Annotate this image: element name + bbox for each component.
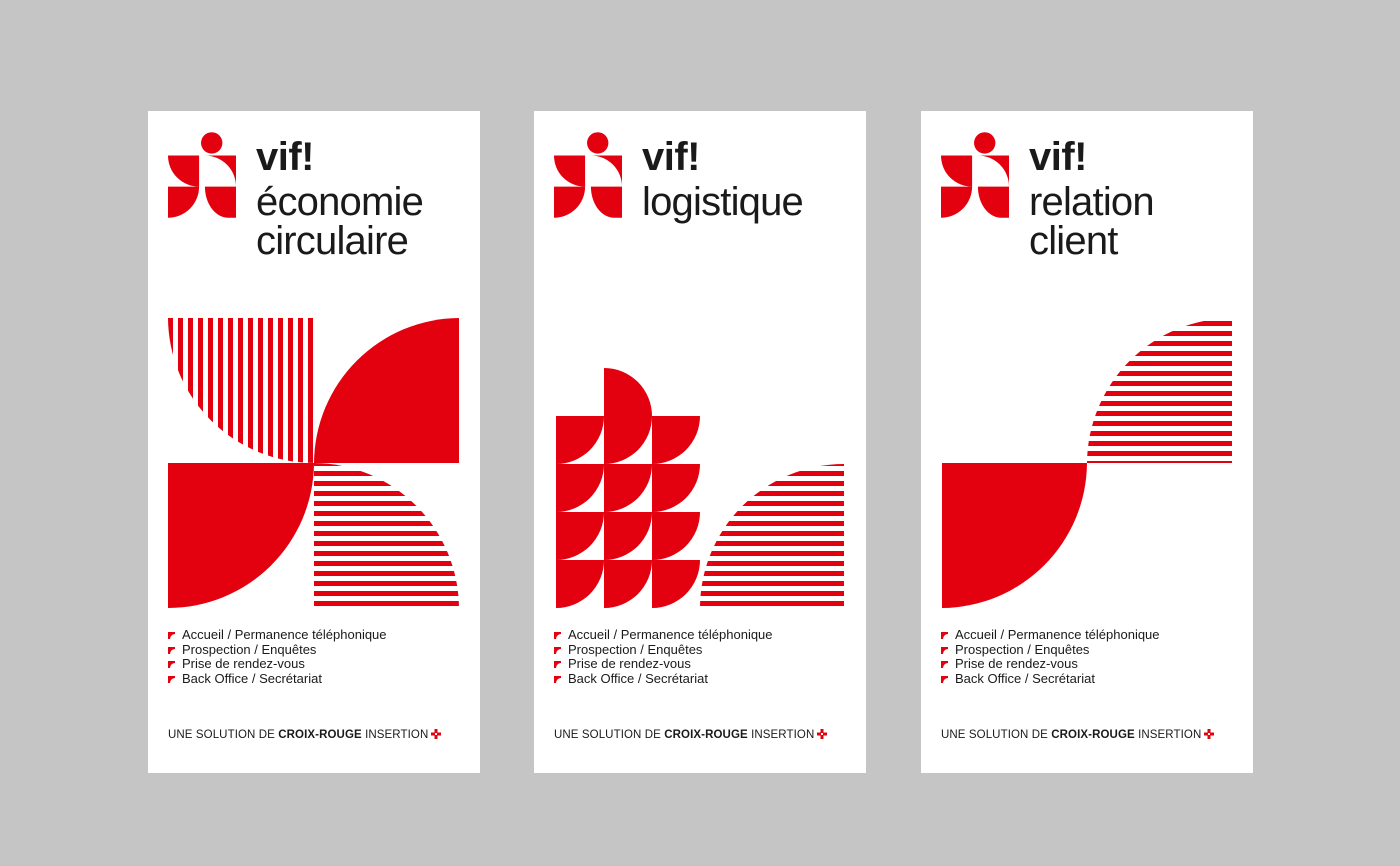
bullet-icon [554,632,561,639]
footer-tagline: UNE SOLUTION DE CROIX-ROUGE INSERTION [941,729,1214,741]
flyer-card-economie-circulaire [148,111,480,773]
flyer-card-logistique [534,111,866,773]
bullet-icon [168,661,175,668]
list-item: Back Office / Secrétariat [168,672,387,687]
bullet-icon [168,632,175,639]
list-item: Accueil / Permanence téléphonique [554,628,773,643]
bullet-icon [168,647,175,654]
bullet-icon [554,647,561,654]
brand-title: vif! [1029,135,1087,179]
list-item: Back Office / Secrétariat [941,672,1160,687]
services-list [941,628,1160,686]
bullet-icon [941,661,948,668]
services-list [554,628,773,686]
list-item: Prise de rendez-vous [554,657,773,672]
list-item: Prise de rendez-vous [168,657,387,672]
list-item: Back Office / Secrétariat [554,672,773,687]
bullet-icon [941,676,948,683]
subtitle-line: relation [1029,180,1154,224]
list-item: Accueil / Permanence téléphonique [168,628,387,643]
croix-rouge-icon [817,729,827,739]
brand-title: vif! [256,135,314,179]
bullet-icon [554,676,561,683]
subtitle-line: client [1029,219,1118,263]
list-item: Accueil / Permanence téléphonique [941,628,1160,643]
croix-rouge-icon [431,729,441,739]
croix-rouge-icon [1204,729,1214,739]
footer-tagline: UNE SOLUTION DE CROIX-ROUGE INSERTION [168,729,441,741]
bullet-icon [554,661,561,668]
subtitle-line: économie [256,180,424,224]
brand-title: vif! [642,135,700,179]
services-list [168,628,387,686]
list-item: Prospection / Enquêtes [168,643,387,658]
subtitle-line: circulaire [256,219,409,263]
footer-tagline: UNE SOLUTION DE CROIX-ROUGE INSERTION [554,729,827,741]
bullet-icon [941,632,948,639]
flyer-card-relation-client [921,111,1253,773]
list-item: Prospection / Enquêtes [941,643,1160,658]
list-item: Prise de rendez-vous [941,657,1160,672]
list-item: Prospection / Enquêtes [554,643,773,658]
bullet-icon [168,676,175,683]
bullet-icon [941,647,948,654]
subtitle-line: logistique [642,180,804,224]
